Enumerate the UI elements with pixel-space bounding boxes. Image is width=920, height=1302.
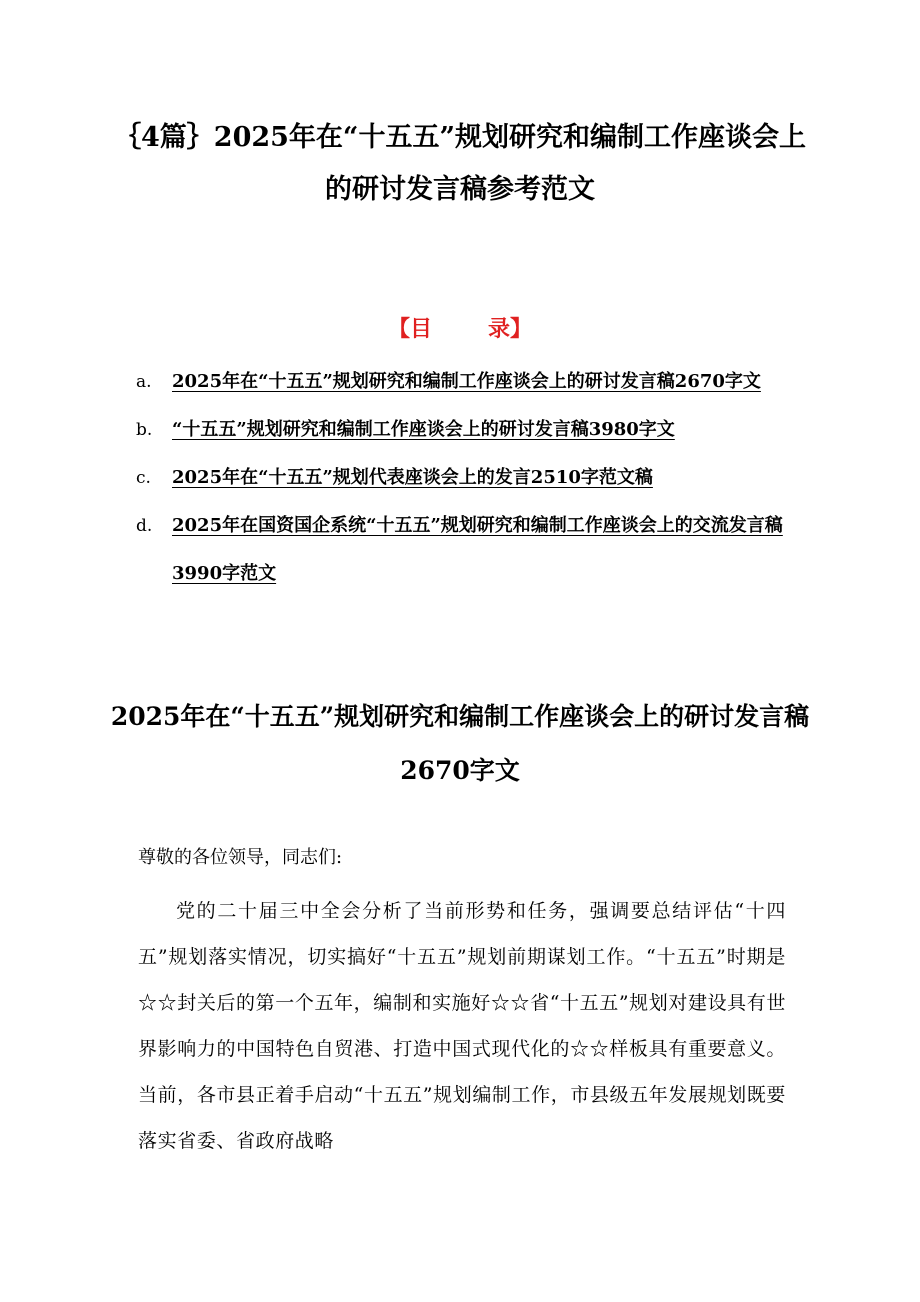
toc-marker: a.	[136, 372, 152, 392]
document-title: ｛4篇｝2025年在“十五五”规划研究和编制工作座谈会上的研讨发言稿参考范文	[114, 122, 806, 205]
toc-item-b	[136, 406, 796, 454]
toc-item-d	[136, 502, 796, 598]
toc-link-c[interactable]: 2025年在“十五五”规划代表座谈会上的发言2510字范文稿	[172, 467, 653, 488]
section-title: 2025年在“十五五”规划研究和编制工作座谈会上的研讨发言稿2670字文	[110, 702, 810, 785]
body-paragraph: 党的二十届三中全会分析了当前形势和任务，强调要总结评估“十四五”规划落实情况，切实搞好“十五五”规划前期谋划工作。“十五五”时期是☆☆封关后的第一个五年，编制和实施好☆☆省“十五五”规划对建设具有世界影响力的中国特色自贸港、打造中国式现代化的☆☆样板具有重要意义。当前，各市县正着手启动“十五五”规划编制工作，市县级五年发展规划既要落实省委、省政府战略	[138, 900, 786, 1152]
toc-heading-right: 录】	[488, 316, 533, 342]
toc-marker: d.	[136, 516, 153, 536]
toc-item-a	[136, 358, 796, 406]
toc-list	[136, 358, 796, 598]
toc-link-a[interactable]: 2025年在“十五五”规划研究和编制工作座谈会上的研讨发言稿2670字文	[172, 371, 761, 392]
salutation: 尊敬的各位领导，同志们:	[138, 847, 343, 868]
toc-link-d[interactable]: 2025年在国资国企系统“十五五”规划研究和编制工作座谈会上的交流发言稿3990字范文	[172, 515, 783, 584]
toc-item-c	[136, 454, 796, 502]
toc-marker: c.	[136, 468, 151, 488]
toc-link-b[interactable]: “十五五”规划研究和编制工作座谈会上的研讨发言稿3980字文	[172, 419, 675, 440]
toc-heading-left: 【目	[387, 316, 432, 342]
toc-marker: b.	[136, 420, 153, 440]
toc-heading	[0, 312, 920, 346]
